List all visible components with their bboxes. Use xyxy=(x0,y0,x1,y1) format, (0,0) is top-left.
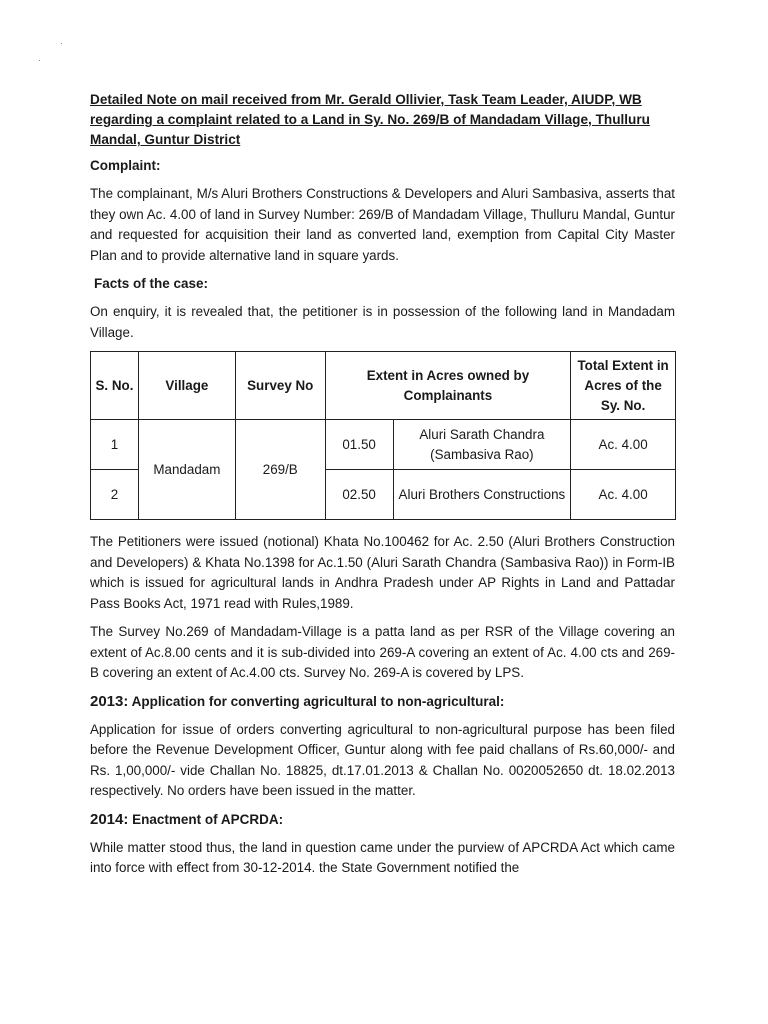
section-2014-year: 2014: xyxy=(90,810,129,828)
facts-intro: On enquiry, it is revealed that, the petitioner is in possession of the following land in Mandadam Village. xyxy=(90,304,675,340)
header-village: Village xyxy=(138,352,235,420)
section-2014-text: While matter stood thus, the land in question came under the purview of APCRDA Act which came into force with effect from 30-12-2014. the State Government notified the xyxy=(90,839,675,875)
cell-survey: 269/B xyxy=(235,420,325,520)
header-sno: S. No. xyxy=(91,352,139,420)
cell-acres: 02.50 xyxy=(325,470,393,520)
cell-sno: 2 xyxy=(91,470,139,520)
document-title: Detailed Note on mail received from Mr. Gerald Ollivier, Task Team Leader, AIUDP, WB regarding a complaint related to a Land in Sy. No. 269/B of Mandadam Village, Thulluru Mandal, Guntur District xyxy=(90,92,650,147)
header-extent: Extent in Acres owned by Complainants xyxy=(325,352,571,420)
cell-acres: 01.50 xyxy=(325,420,393,470)
header-survey: Survey No xyxy=(235,352,325,420)
cell-village: Mandadam xyxy=(138,420,235,520)
cell-total: Ac. 4.00 xyxy=(571,470,676,520)
section-2013-heading xyxy=(90,692,675,712)
document-body xyxy=(90,90,675,887)
cell-sno: 1 xyxy=(91,420,139,470)
land-table xyxy=(90,351,676,520)
section-2013-year: 2013: xyxy=(90,692,129,710)
section-2014-heading xyxy=(90,810,675,830)
complaint-heading: Complaint: xyxy=(90,158,161,173)
complaint-text: The complainant, M/s Aluri Brothers Constructions & Developers and Aluri Sambasiva, asserts that they own Ac. 4.00 of land in Survey Number: 269/B of Mandadam Village, Thulluru Mandal, Guntur and requested for acquisition their land as converted land, exemption from Capital City Master Plan and to provide alternative land in square yards. xyxy=(90,186,675,263)
section-2013-text: Application for issue of orders converting agricultural to non-agricultural purpose has been filed before the Revenue Development Officer, Guntur along with fee paid challans of Rs.60,000/- and Rs. 1,00,000/- vide Challan No. 18825, dt.17.01.2013 & Challan No. 0020052650 dt. 18.02.2013 respectively. No orders have been issued in the matter. xyxy=(90,721,675,798)
scan-speck: · xyxy=(60,38,63,48)
survey-paragraph: The Survey No.269 of Mandadam-Village is a patta land as per RSR of the Village covering an extent of Ac.8.00 cents and it is sub-divided into 269-A covering an extent of Ac. 4.00 cts and 269-B covering an extent of Ac.4.00 cts. Survey No. 269-A is covered by LPS. xyxy=(90,624,675,680)
table-row xyxy=(91,420,676,470)
cell-total: Ac. 4.00 xyxy=(571,420,676,470)
facts-heading: Facts of the case: xyxy=(94,276,209,291)
scan-speck: · xyxy=(38,55,41,65)
khata-paragraph: The Petitioners were issued (notional) Khata No.100462 for Ac. 2.50 (Aluri Brothers Construction and Developers) & Khata No.1398 for Ac.1.50 (Aluri Sarath Chandra (Sambasiva Rao)) in Form-IB which is issued for agricultural lands in Andhra Pradesh under AP Rights in Land and Pattadar Pass Books Act, 1971 read with Rules,1989. xyxy=(90,534,675,611)
section-2013-title: Application for converting agricultural to non-agricultural: xyxy=(131,693,505,709)
cell-owner: Aluri Brothers Constructions xyxy=(393,470,571,520)
table-header-row xyxy=(91,352,676,420)
header-total: Total Extent in Acres of the Sy. No. xyxy=(571,352,676,420)
section-2014-title: Enactment of APCRDA: xyxy=(132,811,284,827)
cell-owner: Aluri Sarath Chandra (Sambasiva Rao) xyxy=(393,420,571,470)
